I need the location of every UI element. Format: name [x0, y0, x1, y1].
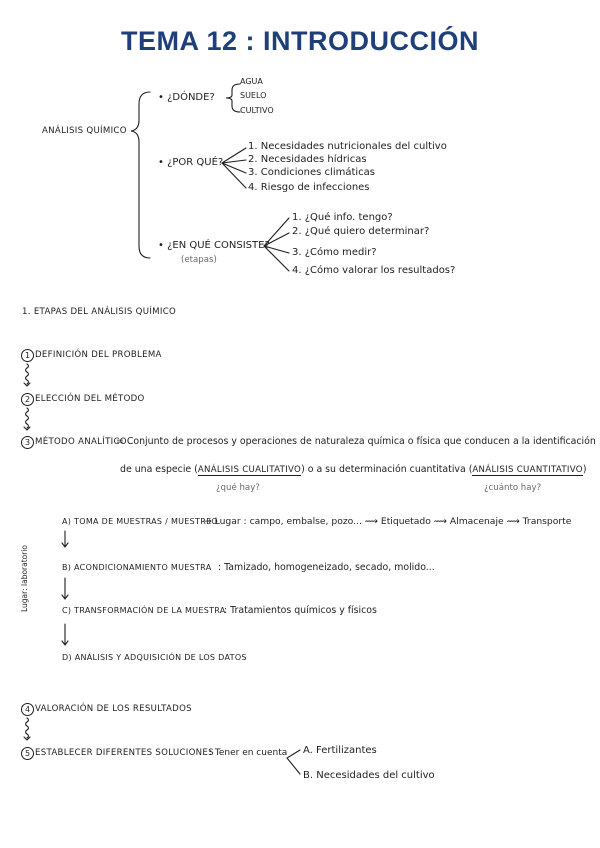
substep-a-label: A) TOMA DE MUESTRAS / MUESTREO: [62, 517, 219, 526]
method-def-b: ) o a su determinación cuantitativa (: [301, 464, 473, 475]
why-item: 2. Necesidades hídricas: [248, 154, 367, 165]
what-item: 1. ¿Qué info. tengo?: [292, 212, 393, 223]
step-label-5: ESTABLECER DIFERENTES SOLUCIONES: [35, 748, 214, 758]
method-definition-line1: = Conjunto de procesos y operaciones de naturaleza química o física que conducen a la identificación: [116, 436, 596, 447]
step-label-4: VALORACIÓN DE LOS RESULTADOS: [35, 704, 192, 714]
substep-b-label: B) ACONDICIONAMIENTO MUESTRA: [62, 563, 212, 572]
step-number-5: 5: [21, 747, 34, 760]
method-definition-line2: [120, 465, 586, 475]
why-item: 3. Condiciones climáticas: [248, 167, 376, 178]
question-where: • ¿DÓNDE?: [158, 92, 215, 103]
substep-c-label: C) TRANSFORMACIÓN DE LA MUESTRA: [62, 606, 226, 615]
step-label-2: ELECCIÓN DEL MÉTODO: [35, 394, 145, 404]
substep-d-label: D) ANÁLISIS Y ADQUISICIÓN DE LOS DATOS: [62, 653, 247, 662]
where-item: CULTIVO: [240, 106, 274, 115]
solutions-lead: : Tener en cuenta: [209, 748, 288, 758]
what-item: 4. ¿Cómo valorar los resultados?: [292, 265, 456, 276]
method-def-c: ): [582, 464, 587, 475]
quantitative-note: ¿cuánto hay?: [484, 483, 542, 493]
where-item: AGUA: [240, 77, 263, 86]
step-number-3: 3: [21, 436, 34, 449]
why-item: 1. Necesidades nutricionales del cultivo: [248, 141, 447, 152]
step-number-2: 2: [21, 393, 34, 406]
page-title: TEMA 12 : INTRODUCCIÓN: [120, 26, 479, 56]
solutions-item-b: B. Necesidades del cultivo: [303, 770, 435, 781]
why-item: 4. Riesgo de infecciones: [248, 182, 370, 193]
substep-a-detail: → Lugar : campo, embalse, pozo... ⟿ Etiquetado ⟿ Almacenaje ⟿ Transporte: [204, 516, 572, 527]
substep-b-detail: : Tamizado, homogeneizado, secado, molido...: [218, 562, 435, 573]
qualitative-term: ANÁLISIS CUALITATIVO: [197, 465, 302, 475]
what-item: 2. ¿Qué quiero determinar?: [292, 226, 430, 237]
step-number-1: 1: [21, 349, 34, 362]
question-why: • ¿POR QUÉ?: [158, 157, 224, 168]
question-what-sub: (etapas): [181, 255, 217, 265]
step-number-4: 4: [21, 703, 34, 716]
mindmap-root: ANÁLISIS QUÍMICO: [42, 126, 127, 136]
solutions-item-a: A. Fertilizantes: [303, 745, 377, 756]
what-item: 3. ¿Cómo medir?: [292, 247, 377, 258]
qualitative-note: ¿qué hay?: [216, 483, 260, 493]
section-heading: 1. ETAPAS DEL ANÁLISIS QUÍMICO: [22, 307, 177, 317]
step-label-1: DEFINICIÓN DEL PROBLEMA: [35, 350, 162, 360]
step-label-3: MÉTODO ANALÍTICO: [35, 437, 127, 447]
quantitative-term: ANÁLISIS CUANTITATIVO: [472, 465, 583, 475]
substep-c-detail: : Tratamientos químicos y físicos: [224, 605, 377, 616]
question-what: • ¿EN QUÉ CONSISTE?: [158, 240, 270, 251]
method-def-a: de una especie (: [120, 464, 198, 475]
lab-side-label: Lugar: laboratorio: [20, 544, 29, 612]
where-item: SUELO: [240, 91, 267, 100]
